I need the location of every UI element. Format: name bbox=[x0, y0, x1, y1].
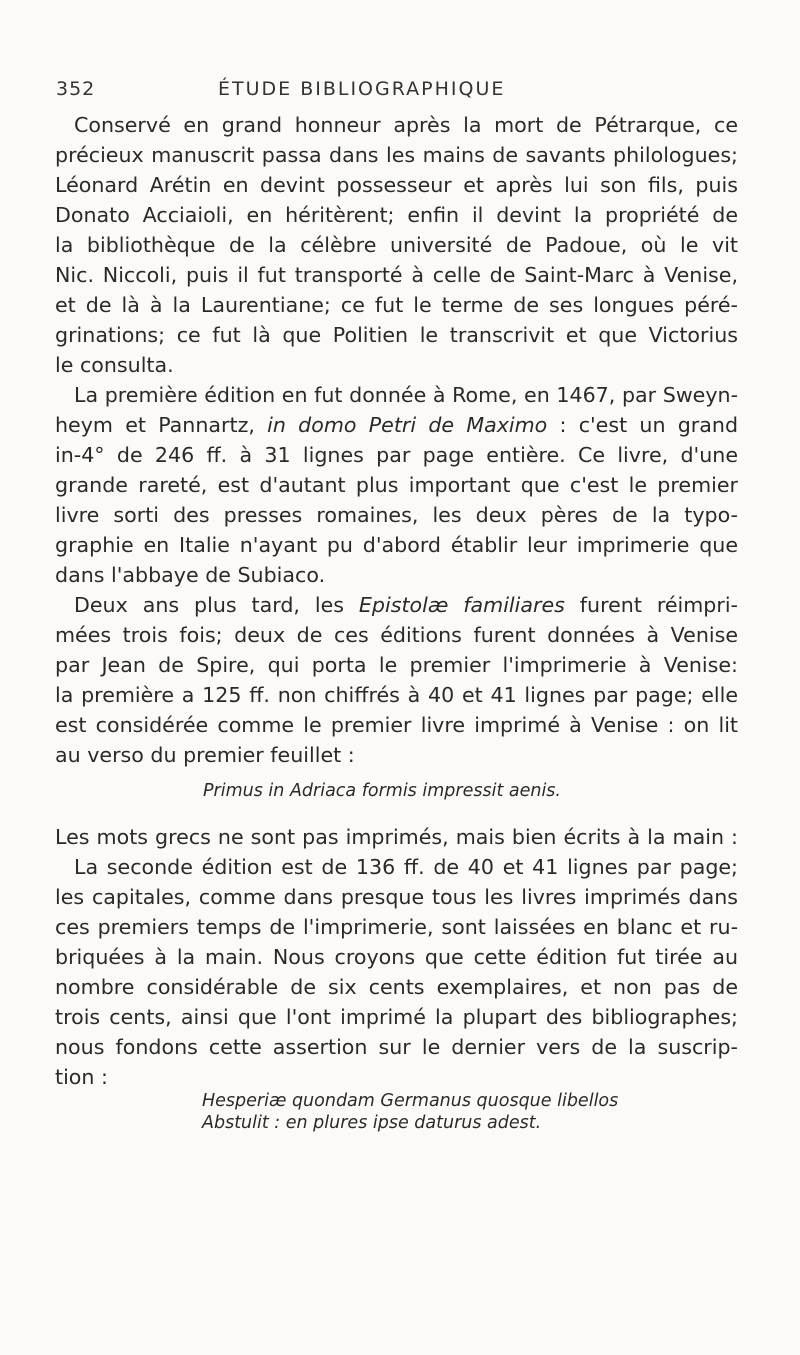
page-header bbox=[56, 78, 616, 102]
text-line bbox=[55, 410, 738, 440]
text-line: livre sorti des presses romaines, les deux pères de la typo- bbox=[55, 503, 738, 527]
text-line: tion : bbox=[55, 1065, 108, 1089]
text-line: Les mots grecs ne sont pas imprimés, mais bien écrits à la main : bbox=[55, 825, 738, 849]
text-line: Donato Acciaioli, en héritèrent; enfin il devint la propriété de bbox=[55, 203, 738, 227]
text-line: ces premiers temps de l'imprimerie, sont laissées en blanc et ru- bbox=[55, 915, 738, 939]
text-line: le consulta. bbox=[55, 353, 174, 377]
text-line: Léonard Arétin en devint possesseur et après lui son fils, puis bbox=[55, 173, 738, 197]
text-line: briquées à la main. Nous croyons que cette édition fut tirée au bbox=[55, 945, 738, 969]
text-line: grande rareté, est d'autant plus important que c'est le premier bbox=[55, 473, 738, 497]
text-line: trois cents, ainsi que l'ont imprimé la plupart des bibliographes; bbox=[55, 1005, 738, 1029]
text-line: et de là à la Laurentiane; ce fut le terme de ses longues péré- bbox=[55, 293, 738, 317]
text-line: la première a 125 ff. non chiffrés à 40 et 41 lignes par page; elle bbox=[55, 683, 738, 707]
text-segment: : c'est un grand bbox=[547, 413, 739, 437]
text-line: in-4° de 246 ff. à 31 lignes par page entière. Ce livre, d'une bbox=[55, 443, 738, 467]
text-line: dans l'abbaye de Subiaco. bbox=[55, 563, 326, 587]
text-line: par Jean de Spire, qui porta le premier l'imprimerie à Venise: bbox=[55, 653, 738, 677]
text-line: nombre considérable de six cents exemplaires, et non pas de bbox=[55, 975, 738, 999]
text-line: les capitales, comme dans presque tous les livres imprimés dans bbox=[55, 885, 738, 909]
text-line: la bibliothèque de la célèbre université de Padoue, où le vit bbox=[55, 233, 738, 257]
text-line: est considérée comme le premier livre imprimé à Venise : on lit bbox=[55, 713, 738, 737]
text-segment: furent réimpri- bbox=[564, 593, 738, 617]
page-number: 352 bbox=[56, 78, 96, 100]
italic-title: Epistolæ familiares bbox=[358, 593, 565, 617]
text-line: au verso du premier feuillet : bbox=[55, 743, 355, 767]
text-line: La seconde édition est de 136 ff. de 40 et 41 lignes par page; bbox=[74, 855, 738, 879]
text-line: précieux manuscrit passa dans les mains de savants philologues; bbox=[55, 143, 738, 167]
quoted-verse: Abstulit : en plures ipse daturus adest. bbox=[202, 1113, 542, 1133]
text-line: La première édition en fut donnée à Rome, en 1467, par Sweyn- bbox=[74, 383, 738, 407]
text-segment: Deux ans plus tard, les bbox=[74, 593, 359, 617]
text-line: Conservé en grand honneur après la mort de Pétrarque, ce bbox=[74, 113, 738, 137]
quoted-verse: Primus in Adriaca formis impressit aenis. bbox=[203, 781, 561, 801]
text-segment: heym et Pannartz, bbox=[55, 413, 268, 437]
quoted-verse: Hesperiæ quondam Germanus quosque libellos bbox=[202, 1091, 619, 1111]
italic-citation: in domo Petri de Maximo bbox=[267, 413, 548, 437]
text-line: mées trois fois; deux de ces éditions furent données à Venise bbox=[55, 623, 738, 647]
text-line: nous fondons cette assertion sur le dernier vers de la suscrip- bbox=[55, 1035, 738, 1059]
text-line: Nic. Niccoli, puis il fut transporté à celle de Saint-Marc à Venise, bbox=[55, 263, 738, 287]
text-line: grinations; ce fut là que Politien le transcrivit et que Victorius bbox=[55, 323, 738, 347]
text-line bbox=[74, 590, 738, 620]
running-title: ÉTUDE BIBLIOGRAPHIQUE bbox=[218, 78, 506, 100]
text-line: graphie en Italie n'ayant pu d'abord établir leur imprimerie que bbox=[55, 533, 738, 557]
